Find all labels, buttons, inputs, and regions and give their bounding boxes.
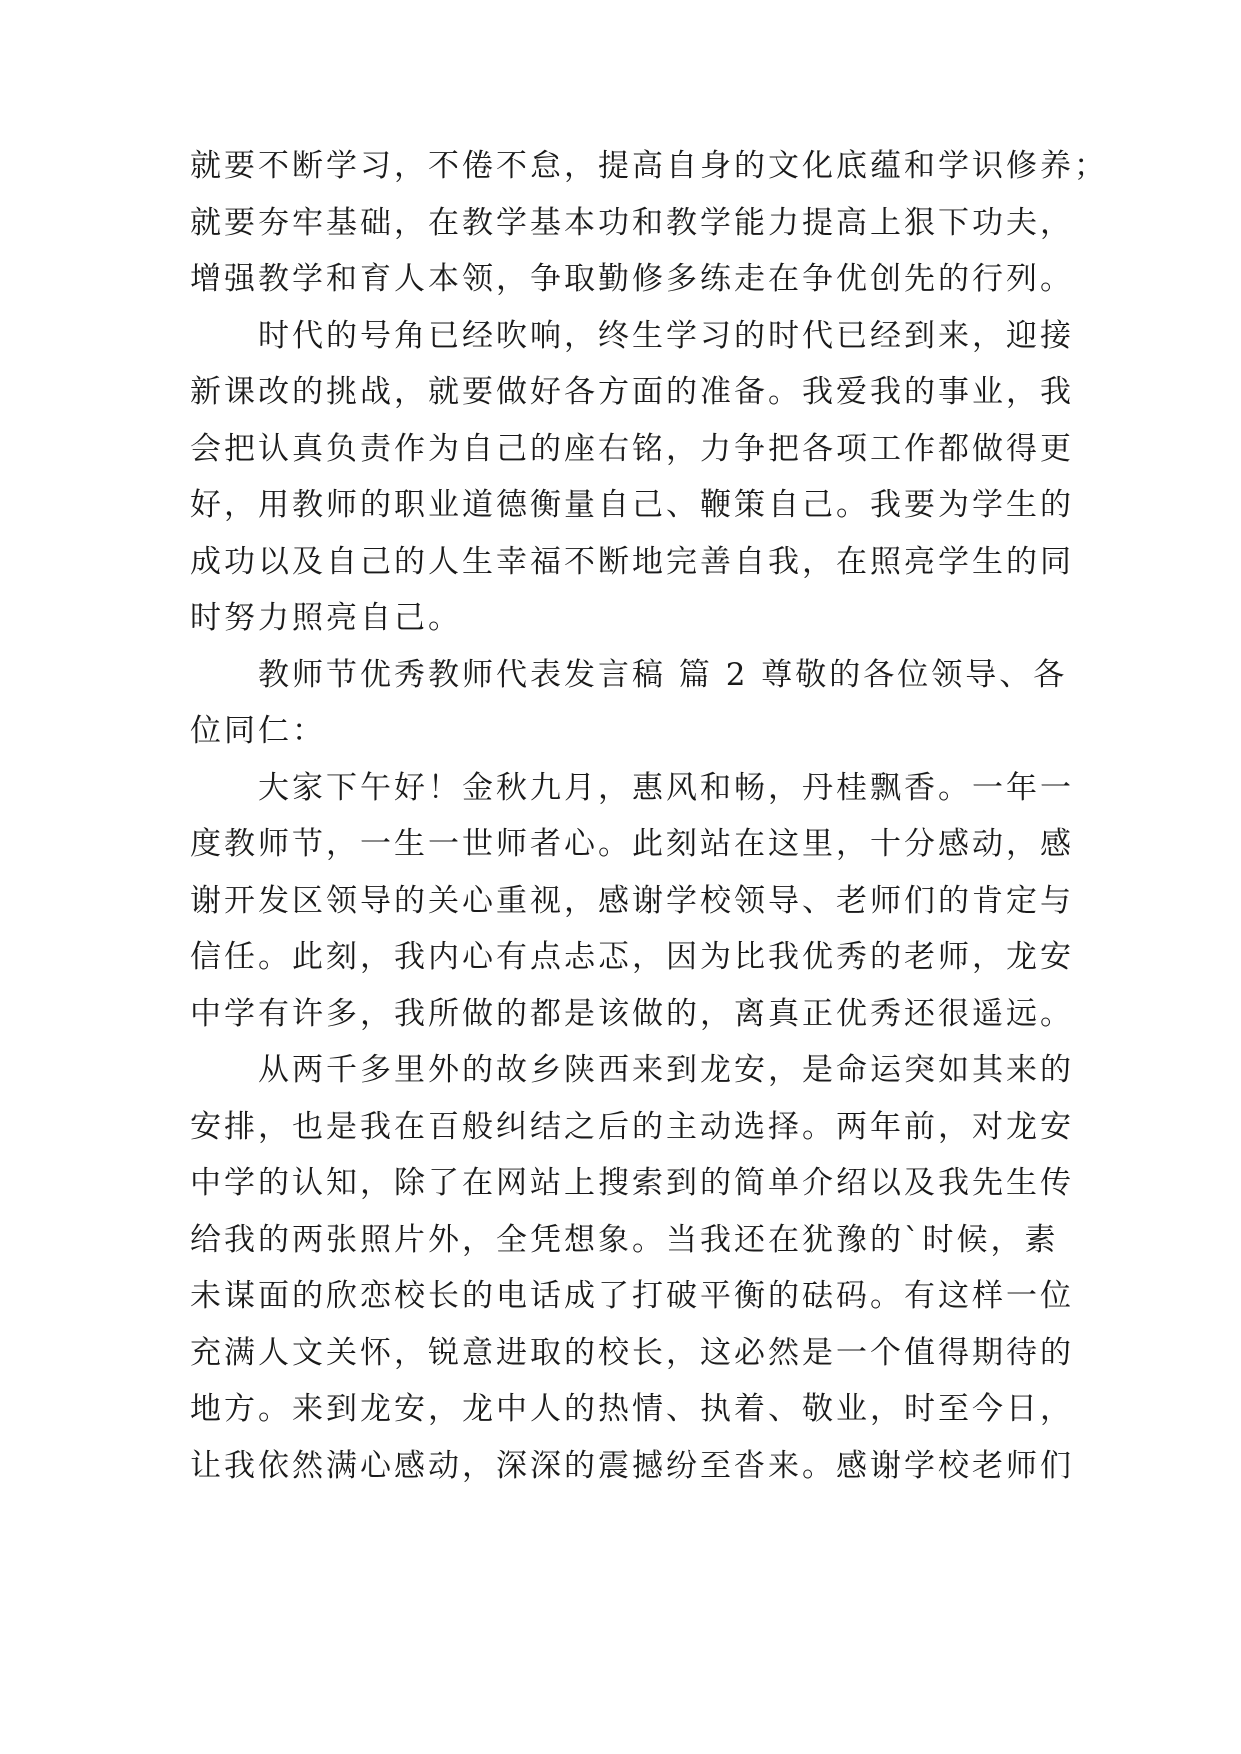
- document-body: [190, 138, 1108, 1494]
- text-line: 时代的号角已经吹响，终生学习的时代已经到来，迎接: [258, 317, 1074, 354]
- text-line: 度教师节，一生一世师者心。此刻站在这里，十分感动，感: [190, 826, 1074, 862]
- text-line: 让我依然满心感动，深深的震撼纷至沓来。感谢学校老师们: [190, 1447, 1074, 1484]
- paragraph-5: [190, 1042, 1074, 1494]
- paragraph-1: [190, 138, 1108, 308]
- text-line: 会把认真负责作为自己的座右铭，力争把各项工作都做得更: [190, 430, 1074, 467]
- paragraph-2: [190, 308, 1074, 647]
- text-line: 从两千多里外的故乡陕西来到龙安，是命运突如其来的: [258, 1052, 1074, 1088]
- text-line: 给我的两张照片外，全凭想象。当我还在犹豫的`时候，素: [190, 1221, 1059, 1258]
- text-line: 中学的认知，除了在网站上搜索到的简单介绍以及我先生传: [190, 1165, 1074, 1201]
- text-line: 未谋面的欣恋校长的电话成了打破平衡的砝码。有这样一位: [190, 1278, 1074, 1314]
- text-line: 位同仁：: [190, 713, 326, 749]
- text-line: 时努力照亮自己。: [190, 600, 462, 636]
- text-line: 信任。此刻，我内心有点忐忑，因为比我优秀的老师，龙安: [190, 939, 1074, 975]
- text-line: 中学有许多，我所做的都是该做的，离真正优秀还很遥远。: [190, 995, 1074, 1032]
- text-line: 就要夯牢基础，在教学基本功和教学能力提高上狠下功夫，: [190, 204, 1074, 241]
- text-line: 增强教学和育人本领，争取勤修多练走在争优创先的行列。: [190, 261, 1074, 297]
- text-line: 地方。来到龙安，龙中人的热情、执着、敬业，时至今日，: [190, 1391, 1074, 1427]
- paragraph-4: [190, 760, 1074, 1043]
- text-line: 好，用教师的职业道德衡量自己、鞭策自己。我要为学生的: [190, 487, 1074, 523]
- text-line: 成功以及自己的人生幸福不断地完善自我，在照亮学生的同: [190, 543, 1074, 580]
- text-line: 新课改的挑战，就要做好各方面的准备。我爱我的事业，我: [190, 374, 1074, 410]
- text-line: 就要不断学习，不倦不怠，提高自身的文化底蕴和学识修养；: [190, 148, 1108, 184]
- paragraph-3-heading: [190, 647, 1070, 760]
- text-line: 教师节优秀教师代表发言稿 篇 2 尊敬的各位领导、各: [258, 656, 1068, 693]
- text-line: 安排，也是我在百般纠结之后的主动选择。两年前，对龙安: [190, 1108, 1074, 1145]
- text-line: 充满人文关怀，锐意进取的校长，这必然是一个值得期待的: [190, 1334, 1074, 1371]
- text-line: 大家下午好！金秋九月，惠风和畅，丹桂飘香。一年一: [258, 769, 1074, 806]
- text-line: 谢开发区领导的关心重视，感谢学校领导、老师们的肯定与: [190, 882, 1074, 919]
